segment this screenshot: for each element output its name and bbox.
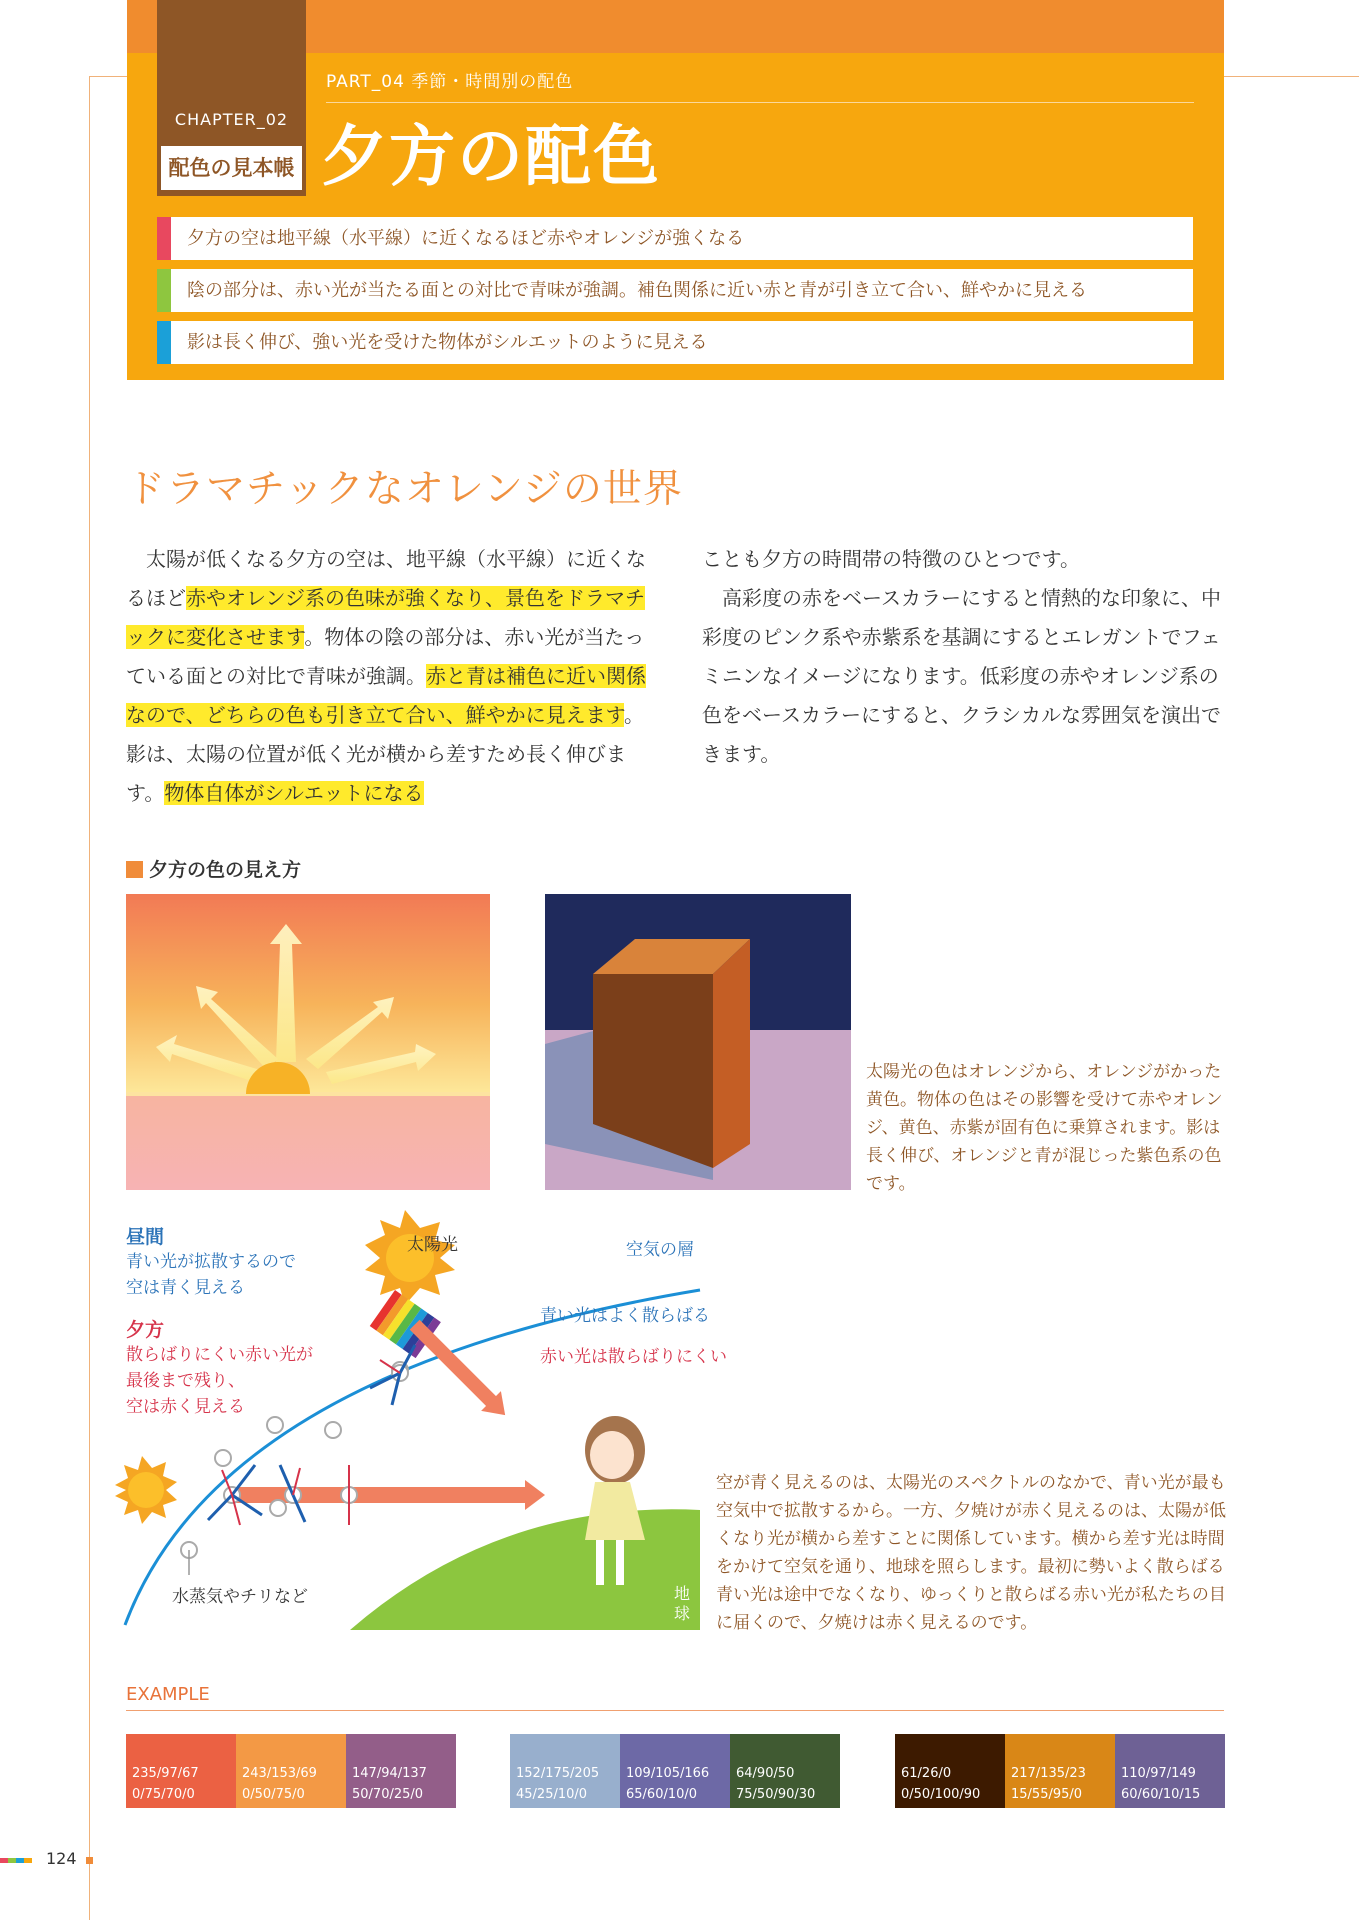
page-guide-vertical bbox=[89, 76, 90, 1920]
sun-icon bbox=[115, 1456, 177, 1524]
sunset-illustration bbox=[126, 894, 490, 1190]
figure-caption: 太陽光の色はオレンジから、オレンジがかった黄色。物体の色はその影響を受けて赤やオレンジ、黄色、赤紫が固有色に乗算されます。影は長く伸び、オレンジと青が混じった紫色系の色です。 bbox=[866, 1062, 1223, 1194]
footer-color-bar bbox=[0, 1858, 8, 1863]
color-swatch: 61/26/0 0/50/100/90 bbox=[895, 1734, 1005, 1808]
key-point-marker bbox=[157, 321, 171, 364]
body-text: 太陽が低くなる夕方の空は、地平線（水平線）に近くなるほど bbox=[126, 547, 646, 610]
evening-title: 夕方 bbox=[126, 1319, 165, 1341]
body-text: 高彩度の赤をベースカラーにすると情熱的な印象に、中彩度のピンク系や赤紫系を基調にするとエレガントでフェミニンなイメージになります。低彩度の赤やオレンジ系の色をベースカラーにすると、クラシカルな雰囲気を演出できます。 bbox=[702, 586, 1221, 766]
sunlight-label: 太陽光 bbox=[407, 1235, 458, 1255]
page-number-dot bbox=[86, 1857, 93, 1864]
figure-heading: 夕方の色の見え方 bbox=[126, 855, 301, 882]
body-text: 。影は、太陽の位置が低く光が横から差すため長く伸びます。 bbox=[126, 703, 644, 805]
key-point-text: 陰の部分は、赤い光が当たる面との対比で青味が強調。補色関係に近い赤と青が引き立て合い、鮮やかに見える bbox=[187, 280, 1087, 301]
section-tag: 配色の見本帳 bbox=[161, 146, 302, 190]
page-guide-right bbox=[1224, 76, 1359, 77]
footer-color-bar bbox=[8, 1858, 16, 1863]
day-title: 昼間 bbox=[126, 1226, 165, 1248]
heading-square-icon bbox=[126, 861, 143, 878]
highlight-text: 物体自体がシルエットになる bbox=[164, 781, 424, 805]
body-text: 。物体の陰の部分は、赤い光が当たっている面との対比で青味が強調。 bbox=[126, 625, 645, 688]
highlight-text: 赤と青は補色に近い関係なので、どちらの色も引き立て合い、鮮やかに見えます bbox=[126, 664, 646, 727]
color-swatch: 243/153/69 0/50/75/0 bbox=[236, 1734, 346, 1808]
key-point-marker bbox=[157, 269, 171, 312]
diagram-caption: 空が青く見えるのは、太陽光のスペクトルのなかで、青い光が最も空気中で拡散するから。一方、夕焼けが赤く見えるのは、太陽が低くなり光が横から差すことに関係しています。横から差す光は時間をかけて空気を通り、地球を照らします。最初に勢いよく散らばる青い光は途中でなくなり、ゆっくりと散らばる赤い光が私たちの目に届くので、夕焼けは赤く見えるのです。 bbox=[716, 1473, 1226, 1633]
earth-label: 地球 bbox=[674, 1584, 691, 1623]
color-swatch: 147/94/137 50/70/25/0 bbox=[346, 1734, 456, 1808]
color-swatch: 110/97/149 60/60/10/15 bbox=[1115, 1734, 1225, 1808]
particles-label: 水蒸気やチリなど bbox=[172, 1587, 308, 1607]
color-swatch: 64/90/50 75/50/90/30 bbox=[730, 1734, 840, 1808]
part-label: PART_04 季節・時間別の配色 bbox=[326, 72, 574, 92]
page-number: 124 bbox=[46, 1849, 77, 1868]
air-layer-label: 空気の層 bbox=[626, 1240, 694, 1260]
day-desc: 空は青く見える bbox=[126, 1278, 245, 1298]
evening-desc: 最後まで残り、 bbox=[126, 1371, 245, 1391]
body-column-2 bbox=[702, 540, 1227, 774]
color-swatch: 217/135/23 15/55/95/0 bbox=[1005, 1734, 1115, 1808]
chapter-label: CHAPTER_02 bbox=[174, 110, 289, 129]
footer-color-bar bbox=[24, 1858, 32, 1863]
earth-shape bbox=[350, 1509, 700, 1630]
page-title: 夕方の配色 bbox=[321, 118, 661, 195]
color-swatch: 109/105/166 65/60/10/0 bbox=[620, 1734, 730, 1808]
key-point-text: 影は長く伸び、強い光を受けた物体がシルエットのように見える bbox=[187, 332, 708, 353]
section-title: ドラマチックなオレンジの世界 bbox=[126, 467, 683, 512]
color-swatch: 235/97/67 0/75/70/0 bbox=[126, 1734, 236, 1808]
day-desc: 青い光が拡散するので bbox=[126, 1252, 296, 1272]
highlight-text: 赤やオレンジ系の色味が強くなり、景色をドラマチックに変化させます bbox=[126, 586, 645, 649]
page-guide-left bbox=[89, 76, 127, 77]
key-point-marker bbox=[157, 217, 171, 260]
color-swatch: 152/175/205 45/25/10/0 bbox=[510, 1734, 620, 1808]
part-divider bbox=[326, 102, 1194, 103]
body-text: ことも夕方の時間帯の特徴のひとつです。 bbox=[702, 547, 1080, 571]
example-label: EXAMPLE bbox=[126, 1684, 210, 1705]
evening-desc: 散らばりにくい赤い光が bbox=[126, 1345, 313, 1365]
key-point-text: 夕方の空は地平線（水平線）に近くなるほど赤やオレンジが強くなる bbox=[187, 228, 745, 249]
blue-scatter-label: 青い光はよく散らばる bbox=[540, 1306, 710, 1326]
key-point bbox=[157, 217, 1193, 260]
example-divider bbox=[126, 1710, 1224, 1711]
footer-color-bar bbox=[16, 1858, 24, 1863]
key-point bbox=[157, 269, 1193, 312]
red-scatter-label: 赤い光は散らばりにくい bbox=[540, 1347, 727, 1367]
evening-desc: 空は赤く見える bbox=[126, 1397, 245, 1417]
body-column-1 bbox=[126, 540, 651, 813]
key-point bbox=[157, 321, 1193, 364]
cube-illustration bbox=[545, 894, 851, 1190]
